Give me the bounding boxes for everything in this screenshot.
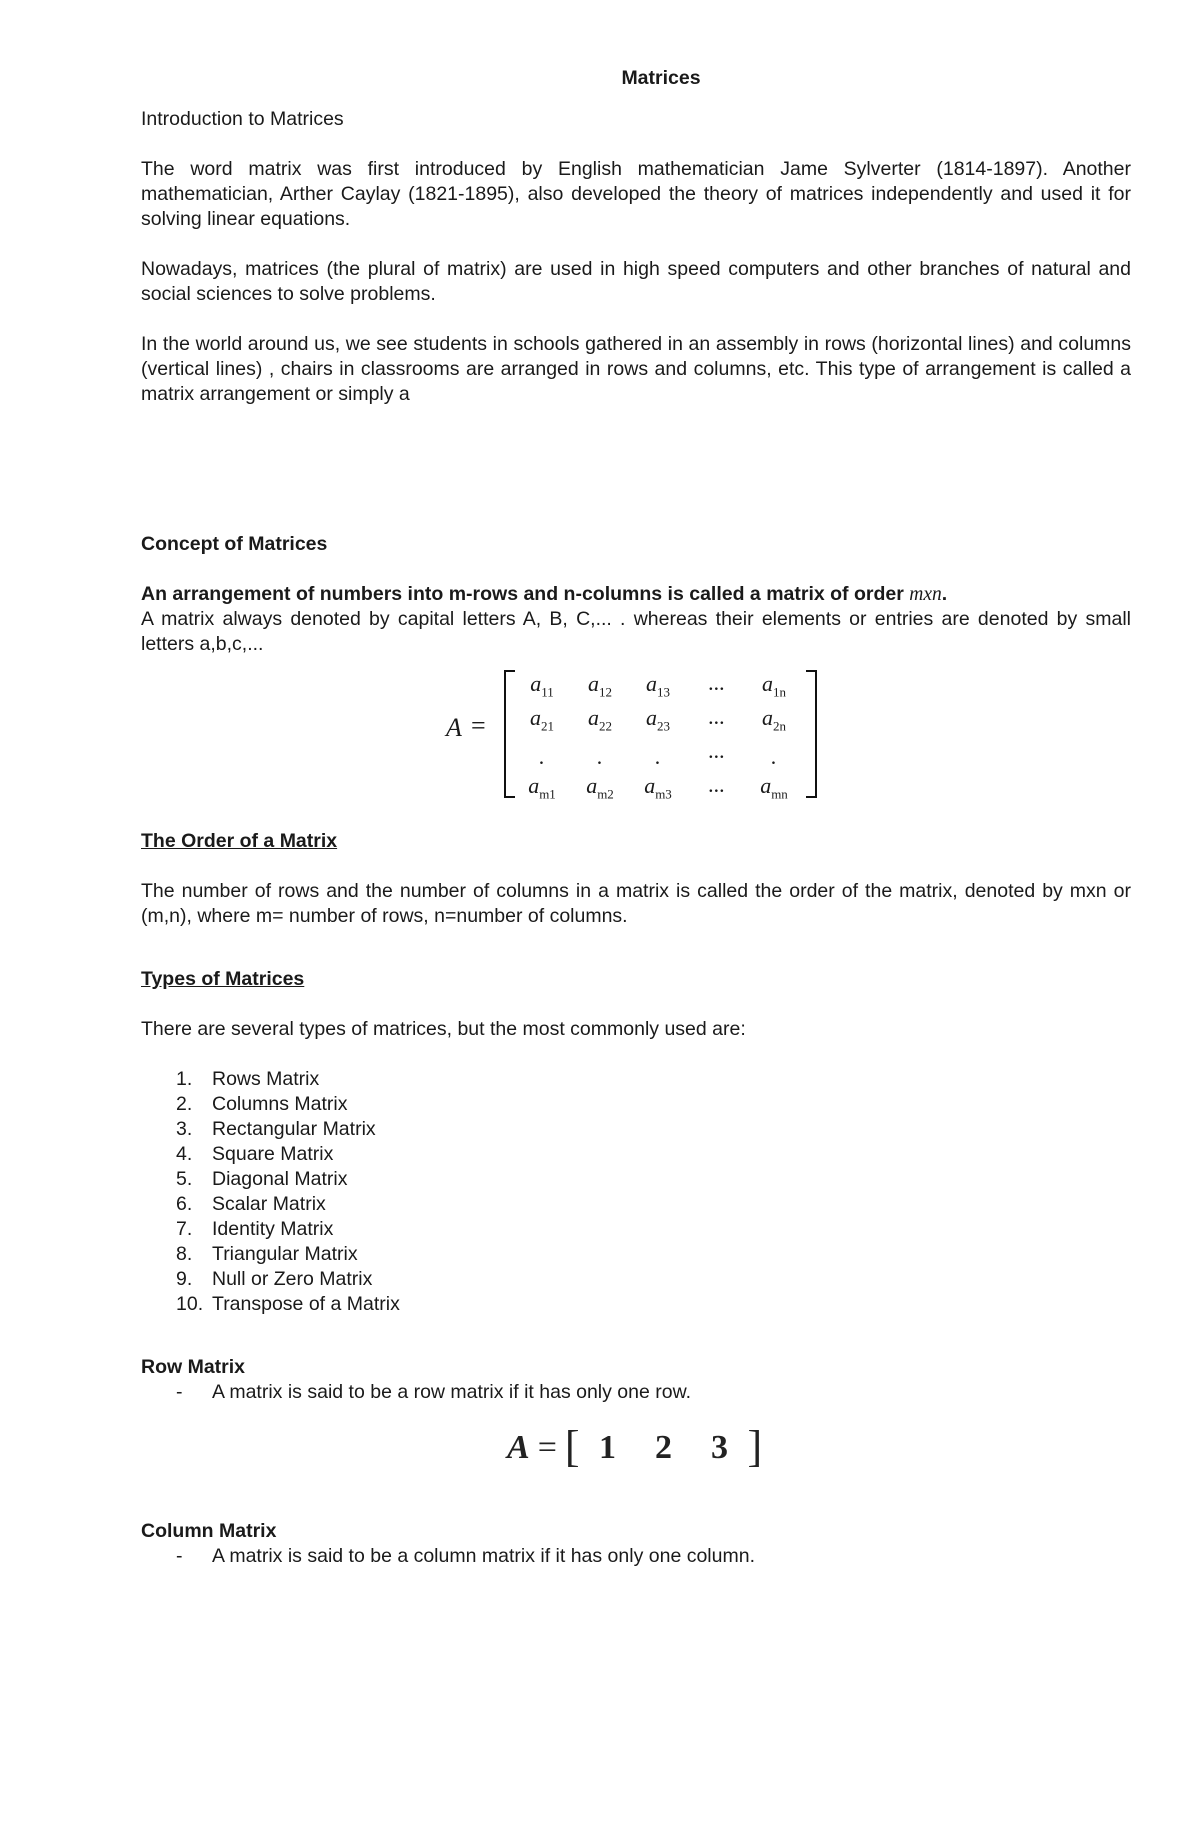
list-label: Square Matrix [212,1143,334,1165]
list-item [141,1092,1131,1117]
matrix-entry: $a_{12}$ [588,671,612,700]
row-matrix-example [141,1417,1131,1487]
list-number: 6. [176,1193,193,1215]
order-heading: The Order of a Matrix [141,830,338,852]
list-item [141,1142,1131,1167]
row-matrix-close-bracket: ] [747,1422,763,1471]
dash-bullet: - [176,1381,183,1403]
concept-heading: Concept of Matrices [141,533,328,555]
row-matrix-value-3: 3 [711,1428,729,1466]
list-label: Rectangular Matrix [212,1118,376,1140]
column-matrix-bullet [141,1544,1131,1569]
matrix-lhs: A [446,713,462,742]
list-number: 3. [176,1118,193,1140]
matrix-row [513,773,803,807]
matrix-entry: . [539,743,545,769]
matrix-entry: $a_{23}$ [646,705,670,734]
list-item [141,1167,1131,1192]
row-matrix-text: A matrix is said to be a row matrix if it has only one row. [212,1381,692,1403]
concept-definition [141,582,1131,607]
types-list [141,1067,1131,1317]
concept-note: A matrix always denoted by capital letters A, B, C,... . whereas their elements or entries are denoted by small letters a,b,c,... [141,608,1131,655]
list-label: Rows Matrix [212,1068,320,1090]
list-label: Triangular Matrix [212,1243,358,1265]
list-number: 2. [176,1093,193,1115]
list-item [141,1117,1131,1142]
list-number: 7. [176,1218,193,1240]
page-title: Matrices [621,67,701,89]
types-intro: There are several types of matrices, but the most commonly used are: [141,1018,746,1040]
types-heading: Types of Matrices [141,968,305,990]
row-matrix-equals: = [537,1428,557,1466]
matrix-entry: $a_{m3}$ [644,773,672,802]
row-matrix-open-bracket: [ [564,1422,580,1471]
list-label: Transpose of a Matrix [212,1293,400,1315]
list-number: 5. [176,1168,193,1190]
list-label: Scalar Matrix [212,1193,326,1215]
list-number: 1. [176,1068,193,1090]
matrix-entry: ··· [707,743,725,769]
general-matrix [141,667,1131,807]
matrix-row [513,739,803,773]
definition-order: mxn [909,584,942,605]
row-matrix-lhs: A [507,1428,530,1466]
row-matrix-value-2: 2 [655,1428,673,1466]
matrix-entry: $a_{13}$ [646,671,670,700]
matrix-entry: . [771,743,777,769]
row-matrix-bullet [141,1380,1131,1405]
intro-heading: Introduction to Matrices [141,108,344,130]
matrix-entry: . [655,743,661,769]
matrix-entry: ··· [707,709,725,735]
matrix-entry: ··· [707,777,725,803]
row-matrix-heading: Row Matrix [141,1356,246,1378]
matrix-row [513,705,803,739]
list-item [141,1067,1131,1092]
list-label: Identity Matrix [212,1218,334,1240]
intro-paragraph-3: In the world around us, we see students in schools gathered in an assembly in rows (horizontal lines) and columns (vertical lines) , chairs in classrooms are arranged in rows and columns, etc. This type of arrangement is called a matrix arrangement or simply a [141,333,1131,405]
matrix-equals: = [471,711,486,740]
matrix-right-bracket [806,670,817,798]
list-label: Null or Zero Matrix [212,1268,373,1290]
list-number: 8. [176,1243,193,1265]
matrix-entry: ··· [707,675,725,701]
list-number: 10. [176,1293,204,1315]
document-page [141,66,1131,1569]
matrix-entry: $a_{m2}$ [586,773,614,802]
matrix-entry: $a_{1n}$ [762,671,786,700]
matrix-grid [513,671,803,807]
list-item [141,1242,1131,1267]
list-label: Diagonal Matrix [212,1168,348,1190]
list-item [141,1192,1131,1217]
list-number: 4. [176,1143,193,1165]
list-label: Columns Matrix [212,1093,348,1115]
intro-paragraph-2: Nowadays, matrices (the plural of matrix) are used in high speed computers and other branches of natural and social sciences to solve problems. [141,258,1131,305]
matrix-entry: $a_{11}$ [530,671,554,700]
order-text: The number of rows and the number of columns in a matrix is called the order of the matrix, denoted by mxn or (m,n), where m= number of rows, n=number of columns. [141,880,1131,927]
list-number: 9. [176,1268,193,1290]
matrix-entry: $a_{22}$ [588,705,612,734]
definition-text: An arrangement of numbers into m-rows and n-columns is called a matrix of order [141,583,910,605]
column-matrix-heading: Column Matrix [141,1520,277,1542]
matrix-entry: $a_{m1}$ [528,773,556,802]
matrix-entry: $a_{2n}$ [762,705,786,734]
column-matrix-text: A matrix is said to be a column matrix if it has only one column. [212,1545,755,1567]
list-item [141,1217,1131,1242]
dash-bullet: - [176,1545,183,1567]
list-item [141,1292,1131,1317]
list-item [141,1267,1131,1292]
row-matrix-value-1: 1 [599,1428,617,1466]
matrix-entry: $a_{21}$ [530,705,554,734]
intro-paragraph-1: The word matrix was first introduced by English mathematician Jame Sylverter (1814-1897). Another mathematician, Arther Caylay (1821-1895), also developed the theory of matrices independently and used it for solving linear equations. [141,158,1131,230]
matrix-entry: $a_{mn}$ [760,773,788,802]
matrix-entry: . [597,743,603,769]
matrix-row [513,671,803,705]
definition-end: . [941,583,948,605]
